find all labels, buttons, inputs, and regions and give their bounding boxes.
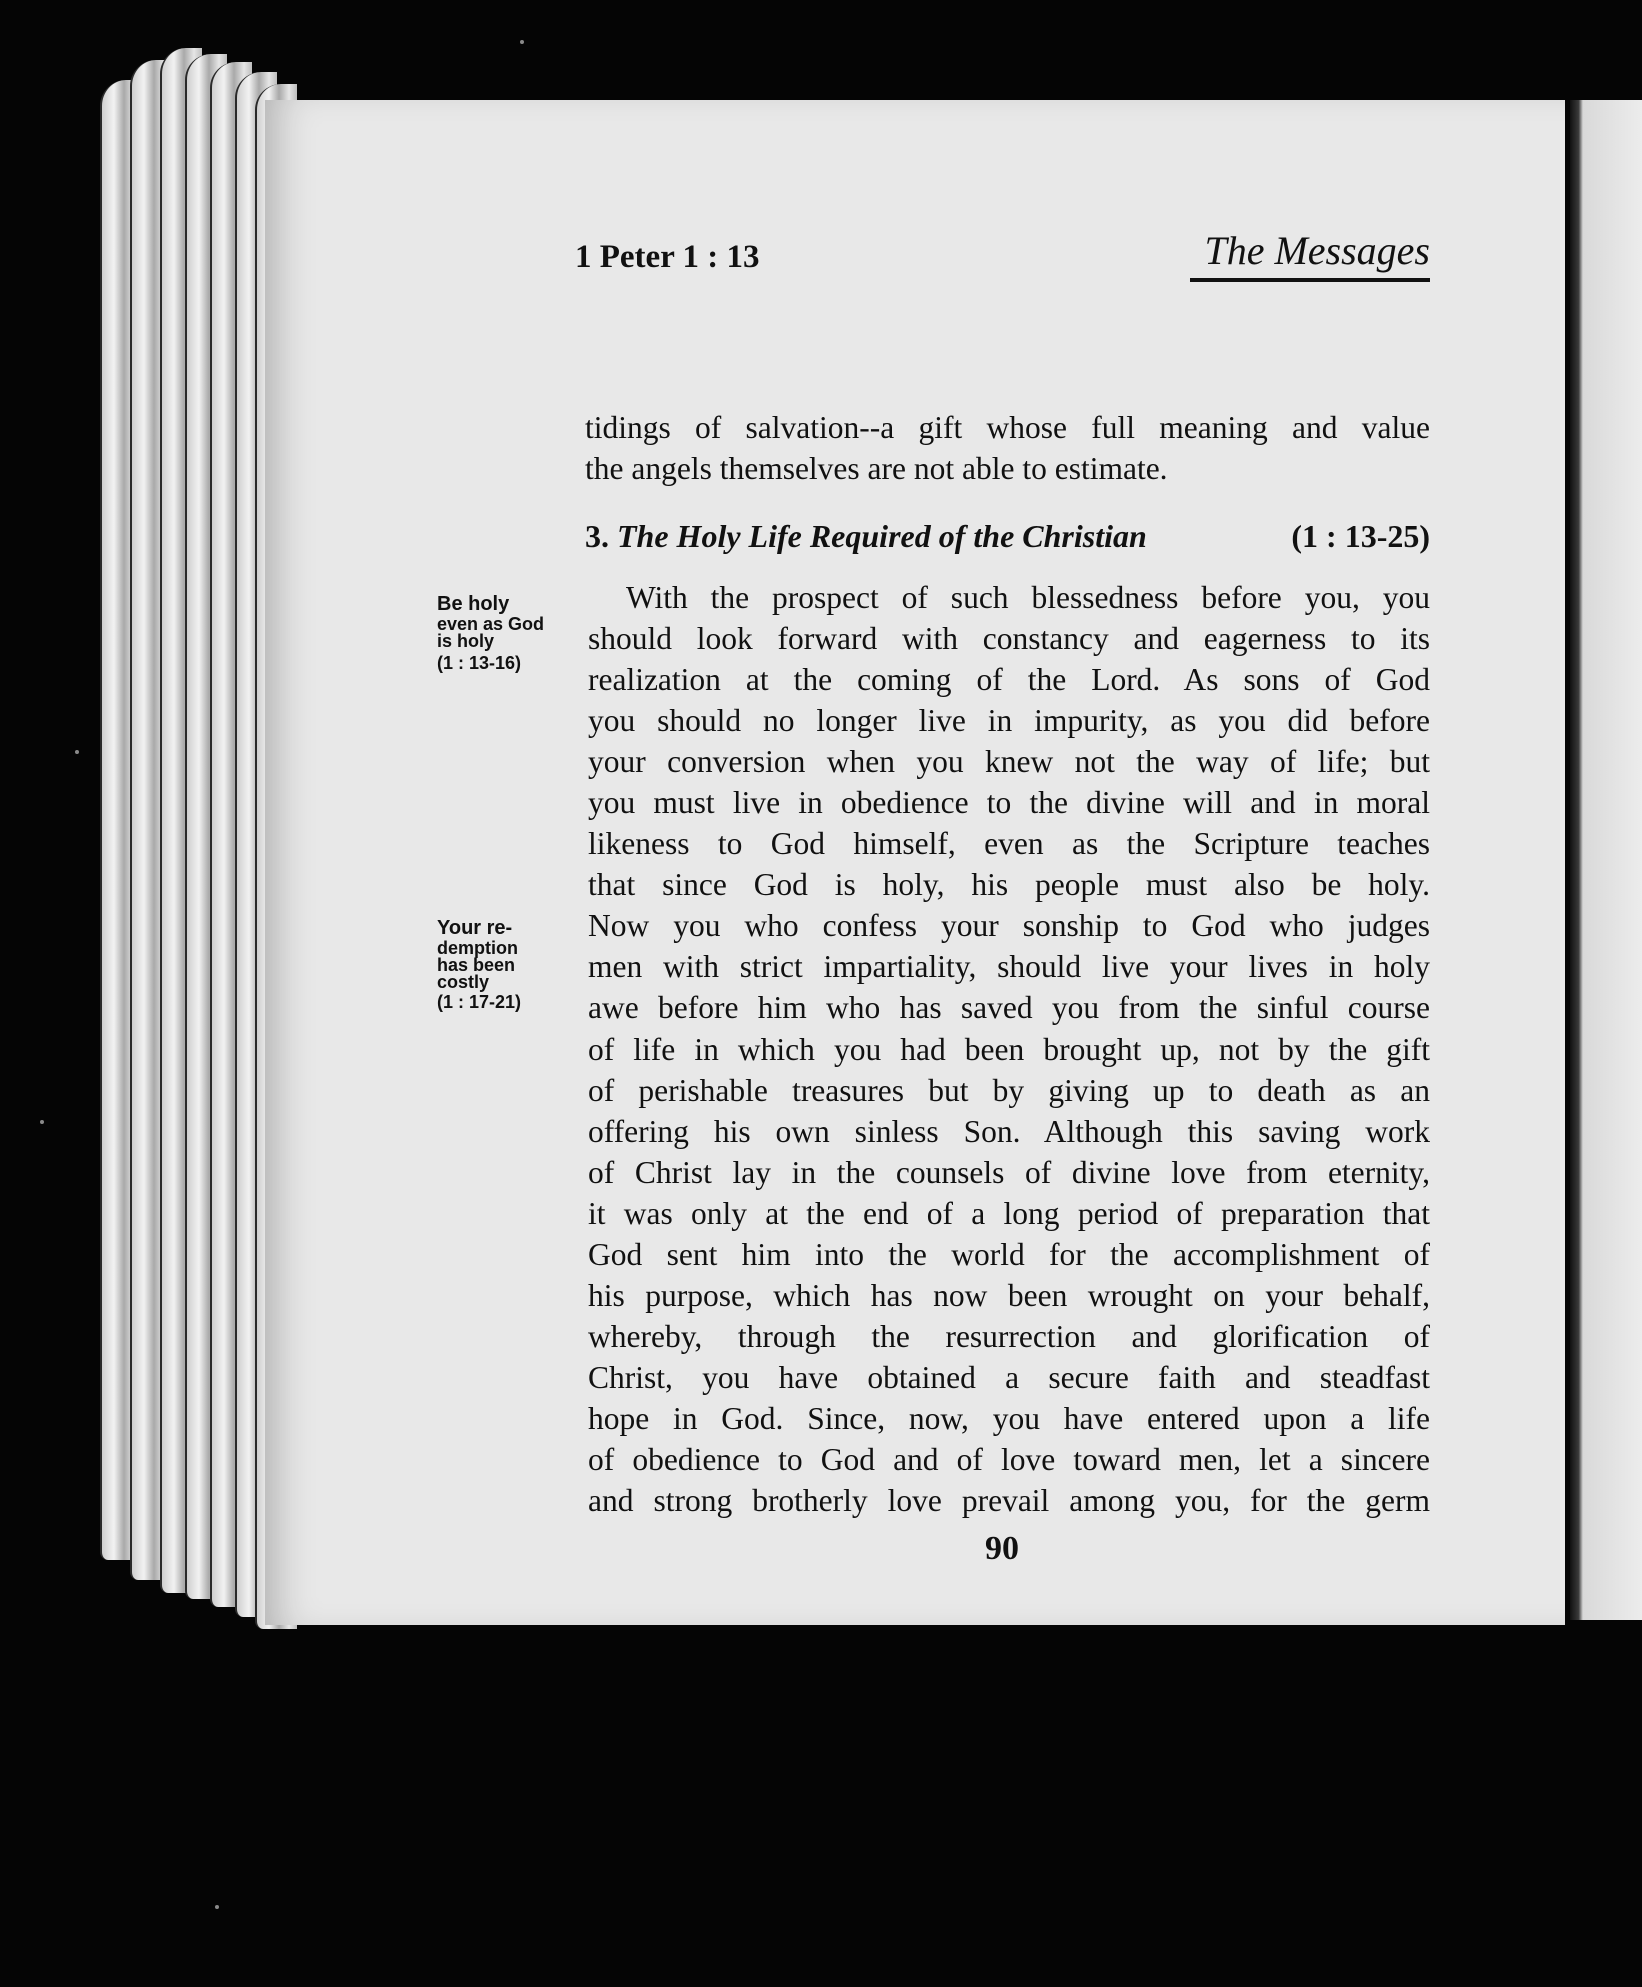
running-head [575, 225, 1430, 285]
margin-note-redemption [437, 916, 521, 1011]
margin-note-line: is holy [437, 631, 495, 651]
margin-note-line: Your re- [437, 917, 513, 939]
text-line: God sent him into the world for the accomplishment of [588, 1236, 1430, 1272]
text-line: you must live in obedience to the divine will and in moral [588, 785, 1430, 821]
section-heading [585, 518, 1430, 555]
opening-lines [585, 408, 1430, 490]
text-line: of perishable treasures but by giving up to death as an [588, 1072, 1430, 1108]
text-line: With the prospect of such blessedness before you, you [626, 580, 1430, 615]
margin-note-line: (1 : 17-21) [437, 992, 522, 1012]
text-line: Now you who confess your sonship to God who judges [588, 908, 1430, 944]
margin-note-line: Be holy [437, 593, 510, 615]
section-reference: (1 : 13-25) [1291, 518, 1430, 554]
margin-note-line: has been [437, 955, 516, 975]
text-line: it was only at the end of a long period of preparation that [588, 1195, 1430, 1231]
text-line: realization at the coming of the Lord. As sons of God [588, 662, 1430, 698]
margin-note-be-holy [437, 592, 544, 672]
margin-note-line: even as God [437, 614, 545, 634]
margin-note-line: (1 : 13-16) [437, 653, 522, 673]
text-line: you should no longer live in impurity, as you did before [588, 703, 1430, 739]
text-line: his purpose, which has now been wrought on your behalf, [588, 1277, 1430, 1313]
text-line: awe before him who has saved you from the sinful course [588, 990, 1430, 1026]
text-line: of Christ lay in the counsels of divine love from eternity, [588, 1154, 1430, 1190]
text-line: offering his own sinless Son. Although this saving work [588, 1113, 1430, 1149]
text-line: Christ, you have obtained a secure faith and steadfast [588, 1359, 1430, 1395]
text-line: the angels themselves are not able to estimate. [585, 450, 1168, 486]
text-line: of obedience to God and of love toward men, let a sincere [588, 1441, 1430, 1477]
section-title: The Holy Life Required of the Christian [617, 518, 1147, 554]
text-line: men with strict impartiality, should live your lives in holy [588, 949, 1430, 985]
body-paragraph [588, 577, 1430, 1521]
margin-note-line: demption [437, 938, 518, 958]
text-line: hope in God. Since, now, you have entered upon a life [588, 1400, 1430, 1436]
text-line: your conversion when you knew not the way of life; but [588, 744, 1430, 780]
running-head-reference: 1 Peter 1 : 13 [575, 239, 760, 275]
page-edges [100, 40, 290, 1600]
text-line: likeness to God himself, even as the Scripture teaches [588, 826, 1430, 862]
facing-page-edge [1570, 100, 1642, 1620]
text-line: whereby, through the resurrection and glorification of [588, 1318, 1430, 1354]
section-number: 3. [585, 518, 609, 554]
text-line: should look forward with constancy and eagerness to its [588, 621, 1430, 657]
text-line: and strong brotherly love prevail among you, for the germ [588, 1483, 1430, 1519]
margin-note-line: costly [437, 972, 490, 992]
text-line: tidings of salvation--a gift whose full meaning and value [585, 410, 1430, 445]
text-line: that since God is holy, his people must also be holy. [588, 867, 1430, 903]
page-number: 90 [985, 1530, 1019, 1567]
text-line: of life in which you had been brought up, not by the gift [588, 1031, 1430, 1067]
running-head-title: The Messages [1190, 227, 1430, 282]
